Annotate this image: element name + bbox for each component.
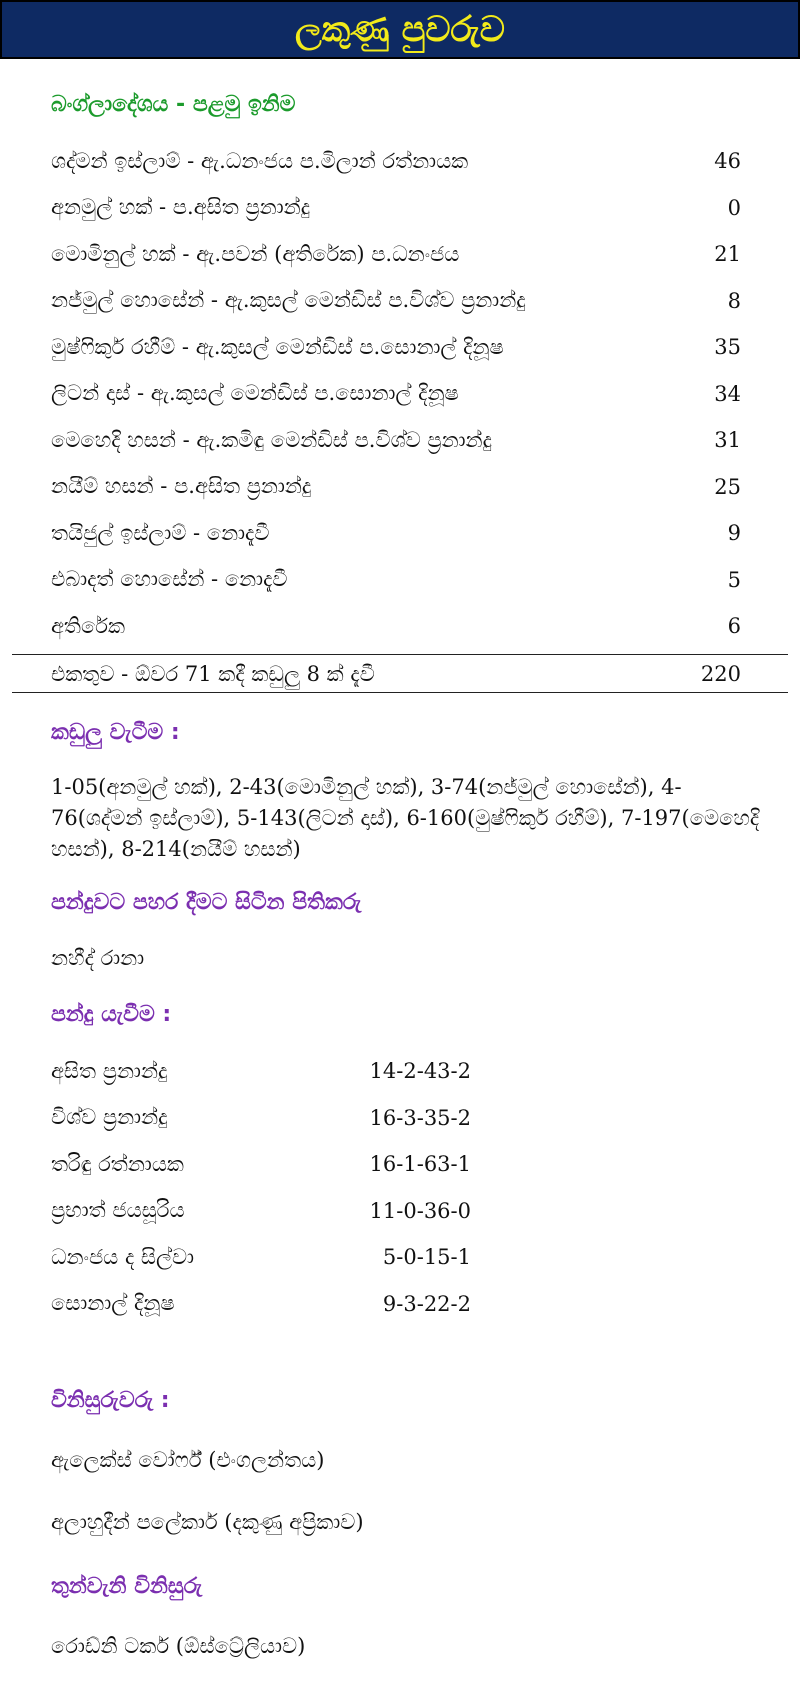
batting-row [51, 469, 741, 505]
batter-dismissal: මොමිනුල් හක් - ඇ.පවන් (අතිරේක) ප.ධනංජය [51, 241, 460, 266]
yet-to-bat-heading: පන්දුවට පහර දීමට සිටින පිතිකරු [51, 890, 362, 915]
batter-score: 6 [727, 614, 741, 638]
bowling-row [51, 1101, 471, 1135]
batter-score: 8 [727, 288, 741, 313]
umpire-1: ඇලෙක්ස් වෝර්ෆ් (එංගලන්තය) [51, 1448, 325, 1472]
batter-dismissal: මුෂ්ෆිකුර් රහීම් - ඇ.කුසල් මෙන්ඩිස් ප.සොනාල් දිනූෂ [51, 334, 504, 359]
batting-row [51, 283, 741, 319]
page-title: ලකුණු පුවරුව [295, 9, 505, 50]
batter-dismissal: මෙහෙදි හසන් - ඇ.කමිඳු මෙන්ඩිස් ප.විශ්ව ප්‍රනාන්දු [51, 427, 492, 452]
bowler-figures: 16-3-35-2 [369, 1105, 471, 1130]
batter-score: 31 [714, 428, 741, 452]
bowler-figures: 5-0-15-1 [382, 1245, 471, 1269]
batter-score: 34 [714, 381, 741, 406]
bowler-figures: 14-2-43-2 [369, 1059, 471, 1083]
batter-dismissal: එබාදත් හොසේන් - නොදැවී [51, 567, 288, 591]
batting-row [51, 376, 741, 412]
yet-to-bat-name: නහීද් රානා [51, 946, 145, 970]
bowling-row [51, 1287, 471, 1321]
fow-text: 1-05(අනමුල් හක්), 2-43(මොමිනුල් හක්), 3-74(නජ්මුල් හොසේන්), 4-76(ශද්මන් ඉස්ලාම්), 5-143(ලිටන් දාස්), 6-160(මුෂ්ෆිකුර් රහීම්), 7-197(මෙහෙදි හසන්), 8-214(නයීම් හසන්) [51, 775, 760, 861]
bowler-figures: 11-0-36-0 [369, 1198, 471, 1223]
third-umpire-heading: තුන්වැනි විනිසුරු [51, 1574, 203, 1599]
batting-row [51, 143, 741, 179]
bowler-figures: 9-3-22-2 [382, 1291, 471, 1316]
batter-score: 0 [727, 195, 741, 220]
batter-dismissal: ශද්මන් ඉස්ලාම් - ඇ.ධනංජය ප.මිලාන් රත්නායක [51, 148, 469, 173]
bowling-row [51, 1240, 471, 1274]
batter-score: 5 [727, 567, 741, 592]
batting-row [51, 422, 741, 458]
bowling-heading: පන්දු යැවීම : [51, 1002, 172, 1027]
bowler-name: තරිඳු රත්නායක [51, 1151, 184, 1176]
bowler-name: ප්‍රභාත් ජයසූරිය [51, 1198, 185, 1222]
batting-row [51, 515, 741, 551]
bowler-name: අසිත ප්‍රනාන්දු [51, 1058, 168, 1083]
batting-row [51, 236, 741, 272]
bowler-name: සොනාල් දිනූෂ [51, 1291, 175, 1315]
batter-dismissal: තයිජුල් ඉස්ලාම් - නොදැවී [51, 520, 270, 545]
batting-row [51, 329, 741, 365]
bowler-name: විශ්ව ප්‍රනාන්දු [51, 1105, 168, 1129]
total-divider-top [12, 654, 788, 655]
batter-dismissal: ලිටන් දාස් - ඇ.කුසල් මෙන්ඩිස් ප.සොනාල් දිනූෂ [51, 381, 459, 405]
batting-row [51, 562, 741, 598]
batter-score: 25 [714, 474, 741, 499]
innings-heading: බංග්ලාදේශය - පළමු ඉනිම [51, 92, 296, 117]
umpires-heading: විනිසුරුවරු : [51, 1388, 170, 1413]
bowling-row [51, 1194, 471, 1228]
batter-dismissal: නයීම් හසන් - ප.අසිත ප්‍රනාන්දු [51, 474, 312, 498]
batter-dismissal: අනමුල් හක් - ප.අසිත ප්‍රනාන්දු [51, 195, 311, 219]
batting-row [51, 608, 741, 644]
bowler-figures: 16-1-63-1 [369, 1152, 471, 1176]
batter-dismissal: අතිරේක [51, 613, 126, 638]
batter-score: 21 [714, 242, 741, 266]
batting-row [51, 190, 741, 226]
batter-score: 9 [727, 521, 741, 545]
total-label: එකතුව - ඕවර 71 කදී කඩුලු 8 ක් දැවී [51, 661, 375, 686]
bowling-row [51, 1054, 471, 1088]
umpire-2: අලාහුදීන් පලේකාර් (දකුණු අප්‍රිකාව) [51, 1510, 364, 1534]
title-banner [0, 0, 800, 59]
total-row [51, 656, 741, 692]
batter-dismissal: නජ්මුල් හොසේන් - ඇ.කුසල් මෙන්ඩිස් ප.විශ්ව ප්‍රනාන්දු [51, 288, 526, 312]
batter-score: 46 [714, 149, 741, 173]
bowling-row [51, 1147, 471, 1181]
bowler-name: ධනංජය ද සිල්වා [51, 1244, 195, 1269]
batter-score: 35 [714, 335, 741, 359]
fow-heading: කඩුලු වැටීම : [51, 720, 180, 745]
total-divider-bottom [12, 692, 788, 693]
third-umpire-name: රොඩ්නි ටකර් (ඕස්ට්‍රේලියාව) [51, 1634, 306, 1658]
total-score: 220 [700, 662, 741, 686]
